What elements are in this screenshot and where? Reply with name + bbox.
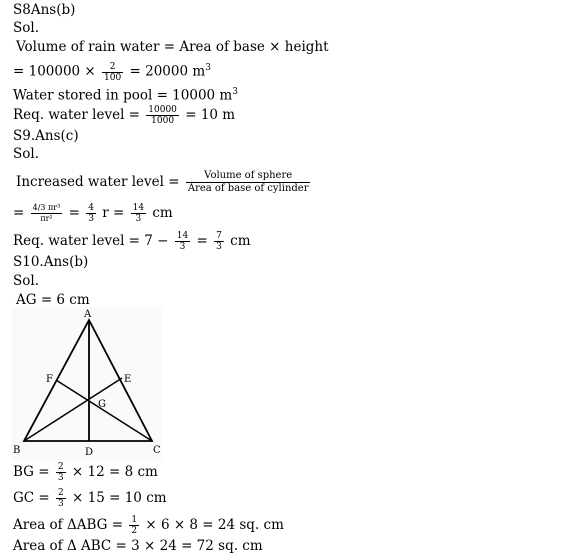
s8-line-1: Volume of rain water = Area of base × height xyxy=(16,39,329,55)
diagram-background xyxy=(12,308,162,460)
s9-heading: S9.Ans(c) xyxy=(13,128,79,144)
numerator: 2 xyxy=(58,488,64,498)
s10-gc xyxy=(13,488,167,509)
equals: = xyxy=(196,233,208,249)
fraction xyxy=(186,170,311,195)
s8-line-2-prefix: = 100000 × xyxy=(13,63,96,80)
s10-area-abg xyxy=(13,515,284,536)
denominator: 3 xyxy=(88,214,94,224)
fraction xyxy=(31,203,63,224)
denominator: 3 xyxy=(57,473,64,483)
s8-line-3-text: Water stored in pool = 10000 m xyxy=(13,87,233,104)
s8-line-3 xyxy=(13,84,238,104)
denominator: Area of base of cylinder xyxy=(187,183,309,194)
s8-line-4-suffix: = 10 m xyxy=(185,107,236,123)
s8-line-4-prefix: Req. water level = xyxy=(13,107,140,123)
numerator: 4/3 πr³ xyxy=(32,203,61,212)
s10-abg-suffix: × 6 × 8 = 24 sq. cm xyxy=(145,517,284,533)
denominator: 1000 xyxy=(151,116,175,126)
s10-heading: S10.Ans(b) xyxy=(13,254,89,270)
s10-gc-prefix: GC = xyxy=(13,490,50,506)
s8-heading: S8Ans(b) xyxy=(13,2,76,18)
numerator: Volume of sphere xyxy=(186,170,311,183)
s9-line-2-mid: r = xyxy=(102,205,125,221)
numerator: 4 xyxy=(88,203,94,213)
fraction xyxy=(175,231,190,252)
s9-line-1-prefix: Increased water level = xyxy=(16,174,180,190)
s9-line-3 xyxy=(13,231,251,252)
s9-line-2 xyxy=(13,203,173,224)
s10-ag: AG = 6 cm xyxy=(16,292,90,308)
exponent: 3 xyxy=(232,87,238,97)
fraction xyxy=(146,105,179,126)
fraction xyxy=(102,62,123,83)
s10-area-abc: Area of Δ ABC = 3 × 24 = 72 sq. cm xyxy=(13,538,263,554)
fraction xyxy=(131,203,146,224)
label-g: G xyxy=(98,399,106,410)
numerator: 2 xyxy=(102,62,123,73)
label-e: E xyxy=(124,374,132,385)
s9-line-3-prefix: Req. water level = 7 − xyxy=(13,233,169,249)
s9-sol-label: Sol. xyxy=(13,146,39,162)
s9-line-3-unit: cm xyxy=(230,233,251,249)
numerator: 14 xyxy=(176,231,189,241)
denominator: 3 xyxy=(135,214,142,224)
s8-line-2 xyxy=(13,60,211,83)
fraction xyxy=(56,488,66,509)
s10-bg xyxy=(13,462,158,483)
s8-line-4 xyxy=(13,105,235,126)
denominator: 3 xyxy=(58,499,64,509)
s10-sol-label: Sol. xyxy=(13,273,39,289)
label-a: A xyxy=(84,309,92,320)
label-f: F xyxy=(46,374,53,385)
denominator: 3 xyxy=(216,242,222,252)
triangle-diagram xyxy=(12,308,162,460)
label-c: C xyxy=(153,445,161,456)
s10-bg-suffix: × 12 = 8 cm xyxy=(71,464,158,480)
numerator: 1 xyxy=(131,515,138,525)
label-d: D xyxy=(85,447,94,458)
denominator: 100 xyxy=(104,72,122,83)
numerator: 14 xyxy=(132,203,145,213)
equals: = xyxy=(13,205,25,221)
denominator: 2 xyxy=(131,526,138,536)
exponent: 3 xyxy=(205,63,211,73)
s10-abg-prefix: Area of ΔABG = xyxy=(13,517,124,533)
s8-sol-label: Sol. xyxy=(13,20,39,36)
denominator: πr² xyxy=(40,214,53,223)
s10-gc-suffix: × 15 = 10 cm xyxy=(72,490,167,506)
s10-bg-prefix: BG = xyxy=(13,464,50,480)
equals: = xyxy=(68,205,80,221)
s8-line-2-suffix: = 20000 m xyxy=(129,63,206,80)
numerator: 10000 xyxy=(148,105,177,115)
fraction xyxy=(86,203,96,224)
denominator: 3 xyxy=(179,242,186,252)
numerator: 2 xyxy=(57,462,64,472)
s9-line-1 xyxy=(16,170,312,195)
fraction xyxy=(129,515,139,536)
numerator: 7 xyxy=(216,231,222,241)
label-b: B xyxy=(13,445,21,456)
fraction xyxy=(56,462,66,483)
s9-line-2-unit: cm xyxy=(152,205,173,221)
fraction xyxy=(214,231,224,252)
